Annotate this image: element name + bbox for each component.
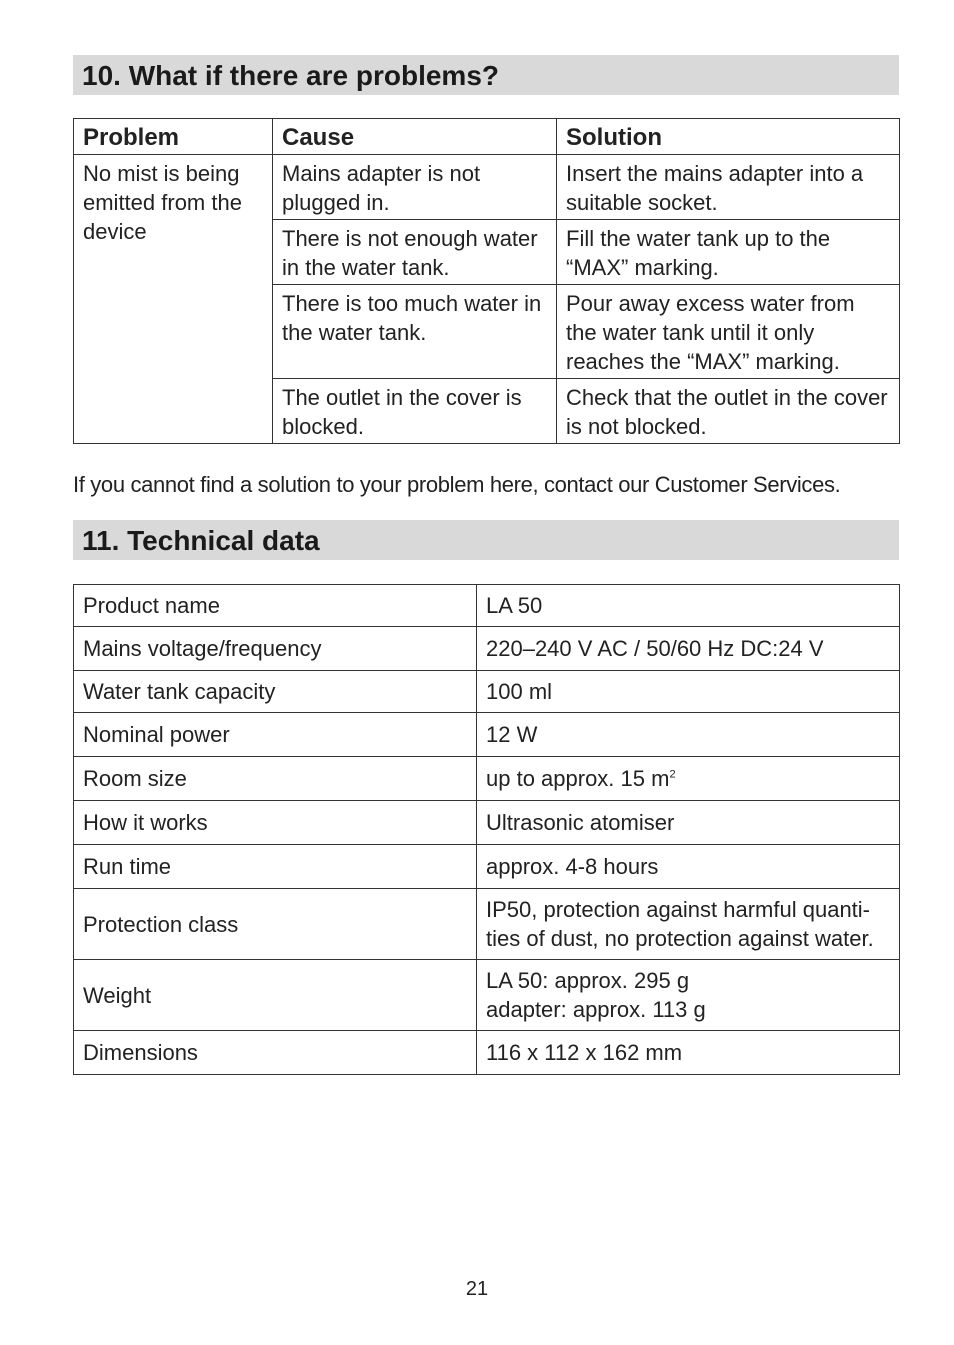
- table-row: [74, 801, 900, 845]
- cause-cell: Mains adapter is not plugged in.: [273, 155, 557, 220]
- spec-label: How it works: [74, 801, 477, 845]
- table-row: [74, 960, 900, 1031]
- weight-device: LA 50: approx. 295 g: [486, 968, 690, 993]
- spec-label: Product name: [74, 585, 477, 627]
- problem-cell: No mist is being emitted from the device: [74, 155, 273, 444]
- header-cause: Cause: [273, 119, 557, 155]
- header-solution: Solution: [557, 119, 900, 155]
- spec-label: Weight: [74, 960, 477, 1031]
- problems-table: [73, 118, 900, 444]
- spec-value: Ultrasonic atomiser: [477, 801, 900, 845]
- spec-label: Mains voltage/frequency: [74, 627, 477, 671]
- spec-value: 12 W: [477, 713, 900, 757]
- section-heading-problems: 10. What if there are problems?: [73, 55, 899, 95]
- spec-label: Dimensions: [74, 1031, 477, 1075]
- solution-cell: Fill the water tank up to the “MAX” marking.: [557, 220, 900, 285]
- spec-label: Water tank capacity: [74, 671, 477, 713]
- spec-value: IP50, protection against harmful quanti- ties of dust, no protection against water.: [477, 889, 900, 960]
- solution-cell: Check that the outlet in the cover is not blocked.: [557, 379, 900, 444]
- table-row: [74, 889, 900, 960]
- spec-value: 220–240 V AC / 50/60 Hz DC:24 V: [477, 627, 900, 671]
- superscript-two: 2: [669, 768, 676, 781]
- table-row: [74, 845, 900, 889]
- table-row: [74, 1031, 900, 1075]
- cause-cell: There is too much water in the water tank.: [273, 285, 557, 379]
- spec-label: Protection class: [74, 889, 477, 960]
- page-number: 21: [465, 1278, 489, 1300]
- table-row: [74, 155, 900, 220]
- table-row: [74, 585, 900, 627]
- cause-cell: There is not enough water in the water tank.: [273, 220, 557, 285]
- table-row: [74, 671, 900, 713]
- weight-adapter: adapter: approx. 113 g: [486, 997, 706, 1022]
- customer-service-note: If you cannot find a solution to your problem here, contact our Customer Services.: [73, 472, 841, 497]
- spec-value: approx. 4-8 hours: [477, 845, 900, 889]
- table-header-row: [74, 119, 900, 155]
- spec-label: Nominal power: [74, 713, 477, 757]
- spec-label: Room size: [74, 757, 477, 801]
- room-size-value: up to approx. 15 m: [486, 766, 670, 791]
- solution-cell: Insert the mains adapter into a suitable socket.: [557, 155, 900, 220]
- section-heading-technical: 11. Technical data: [73, 520, 899, 560]
- header-problem: Problem: [74, 119, 273, 155]
- cause-cell: The outlet in the cover is blocked.: [273, 379, 557, 444]
- technical-data-table: [73, 584, 900, 1075]
- table-row: [74, 757, 900, 801]
- table-row: [74, 627, 900, 671]
- spec-label: Run time: [74, 845, 477, 889]
- table-row: [74, 713, 900, 757]
- spec-value: [477, 960, 900, 1031]
- spec-value: 116 x 112 x 162 mm: [477, 1031, 900, 1075]
- spec-value: LA 50: [477, 585, 900, 627]
- spec-value: 100 ml: [477, 671, 900, 713]
- solution-cell: Pour away excess water from the water tank until it only reaches the “MAX” marking.: [557, 285, 900, 379]
- spec-value: [477, 757, 900, 801]
